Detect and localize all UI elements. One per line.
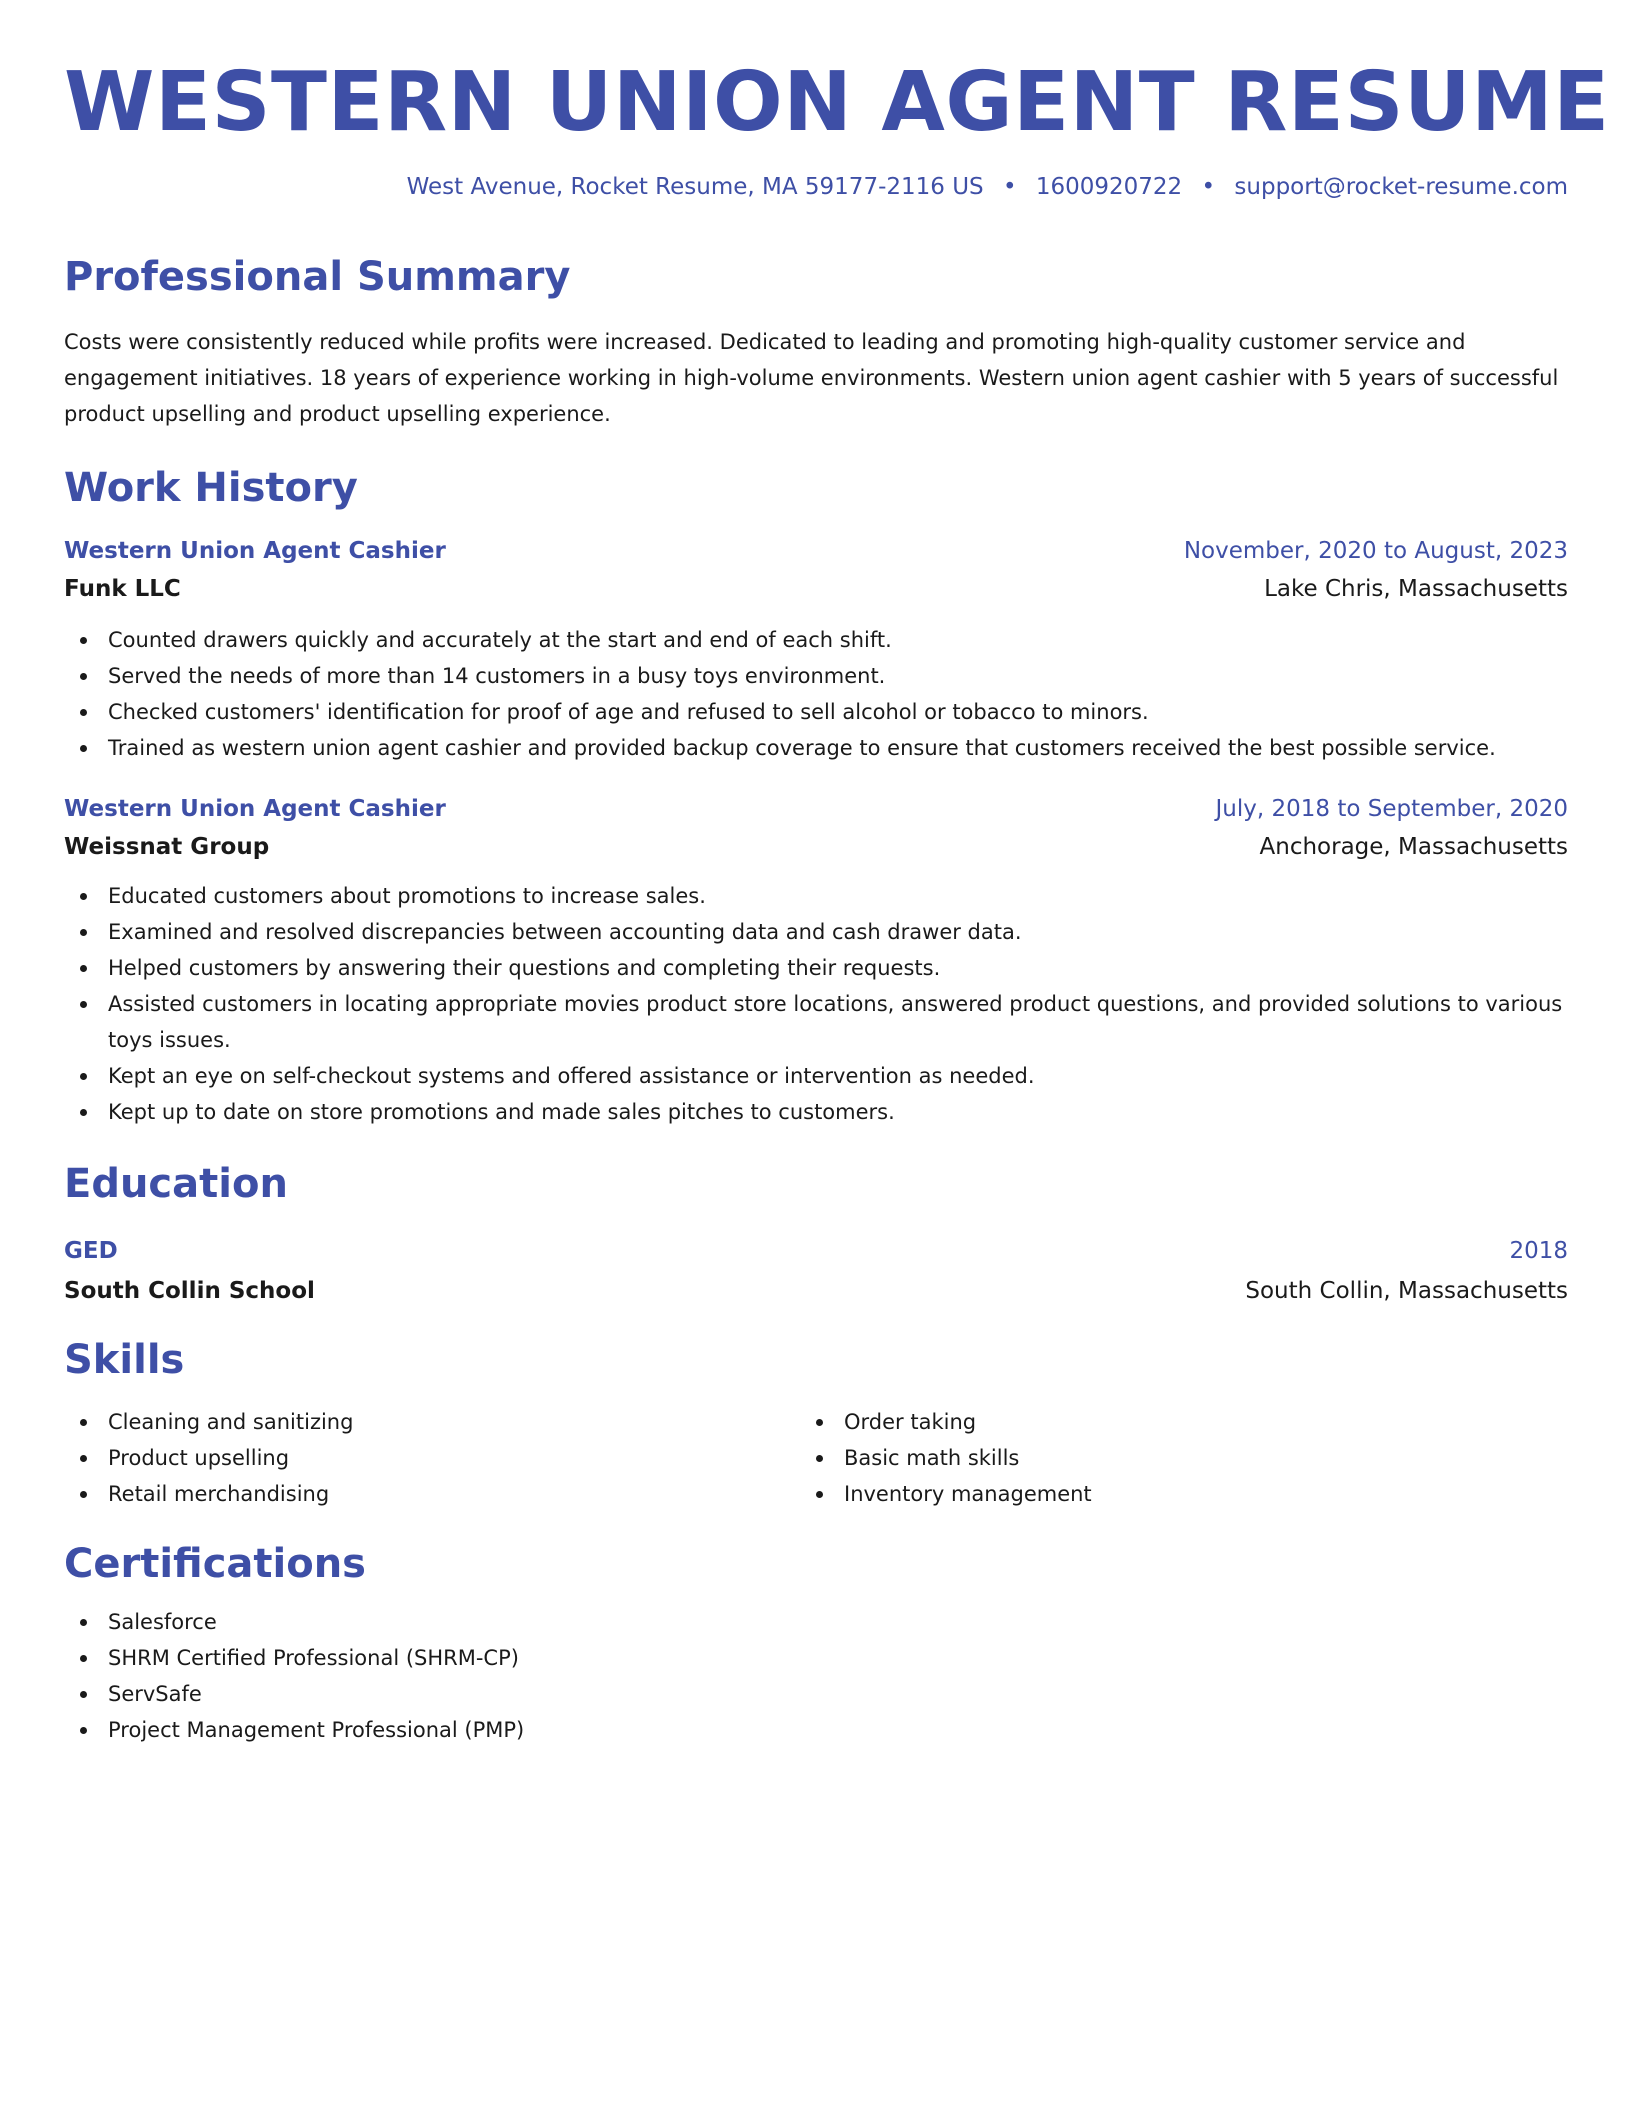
contact-address: West Avenue, Rocket Resume, MA 59177-2116 US — [406, 174, 984, 200]
list-item: SHRM Certified Professional (SHRM-CP) — [64, 1640, 1568, 1676]
skills-grid — [64, 1404, 1568, 1512]
list-item: Salesforce — [64, 1604, 1568, 1640]
section-title-education: Education — [64, 1161, 288, 1207]
job-dates: July, 2018 to September, 2020 — [1215, 796, 1568, 822]
list-item: Kept an eye on self-checkout systems and offered assistance or intervention as needed. — [64, 1058, 1568, 1094]
company-name: Weissnat Group — [64, 834, 270, 860]
degree: GED — [64, 1238, 118, 1264]
list-item: Examined and resolved discrepancies between accounting data and cash drawer data. — [64, 914, 1568, 950]
list-item: Counted drawers quickly and accurately at the start and end of each shift. — [64, 622, 1568, 658]
list-item: Served the needs of more than 14 customers in a busy toys environment. — [64, 658, 1568, 694]
job-duties-list — [64, 622, 1568, 766]
section-title-certifications: Certifications — [64, 1541, 366, 1587]
graduation-year: 2018 — [1509, 1238, 1568, 1264]
job-location: Anchorage, Massachusetts — [1259, 834, 1568, 860]
list-item: Basic math skills — [800, 1440, 1568, 1476]
list-item: Trained as western union agent cashier and provided backup coverage to ensure that customers received the best possible service. — [64, 730, 1568, 766]
list-item: Order taking — [800, 1404, 1568, 1440]
contact-email: support@rocket-resume.com — [1234, 174, 1568, 200]
contact-separator: • — [1201, 174, 1216, 200]
job-title: Western Union Agent Cashier — [64, 796, 446, 822]
skills-list-left — [64, 1404, 800, 1512]
work-entry — [64, 538, 1568, 766]
work-entry — [64, 796, 1568, 1130]
list-item: Educated customers about promotions to increase sales. — [64, 878, 1568, 914]
resume-page — [64, 0, 1610, 1748]
section-title-summary: Professional Summary — [64, 254, 571, 300]
section-title-skills: Skills — [64, 1337, 185, 1383]
list-item: Retail merchandising — [64, 1476, 800, 1512]
job-duties-list — [64, 878, 1568, 1130]
list-item: Inventory management — [800, 1476, 1568, 1512]
skills-list-right — [800, 1404, 1568, 1512]
resume-name: WESTERN UNION AGENT RESUME — [64, 55, 1610, 150]
list-item: Checked customers' identification for proof of age and refused to sell alcohol or tobacco to minors. — [64, 694, 1568, 730]
list-item: Product upselling — [64, 1440, 800, 1476]
list-item: Helped customers by answering their questions and completing their requests. — [64, 950, 1568, 986]
certifications-list — [64, 1604, 1568, 1748]
company-name: Funk LLC — [64, 576, 181, 602]
list-item: Cleaning and sanitizing — [64, 1404, 800, 1440]
school-location: South Collin, Massachusetts — [1245, 1278, 1568, 1304]
contact-phone: 1600920722 — [1035, 174, 1183, 200]
contact-line — [64, 174, 1568, 200]
list-item: Kept up to date on store promotions and made sales pitches to customers. — [64, 1094, 1568, 1130]
list-item: Assisted customers in locating appropriate movies product store locations, answered product questions, and provided solutions to various toys issues. — [64, 986, 1568, 1058]
job-title: Western Union Agent Cashier — [64, 538, 446, 564]
section-title-work-history: Work History — [64, 465, 358, 511]
school-name: South Collin School — [64, 1278, 315, 1304]
list-item: Project Management Professional (PMP) — [64, 1712, 1568, 1748]
education-entry — [64, 1238, 1568, 1304]
summary-text: Costs were consistently reduced while profits were increased. Dedicated to leading and promoting high-quality customer service and engagement initiatives. 18 years of experience working in high-volume environments. Western union agent cashier with 5 years of successful product upselling and product upselling experience. — [64, 330, 1559, 426]
list-item: ServSafe — [64, 1676, 1568, 1712]
contact-separator: • — [1002, 174, 1017, 200]
job-dates: November, 2020 to August, 2023 — [1183, 538, 1568, 564]
job-location: Lake Chris, Massachusetts — [1264, 576, 1568, 602]
